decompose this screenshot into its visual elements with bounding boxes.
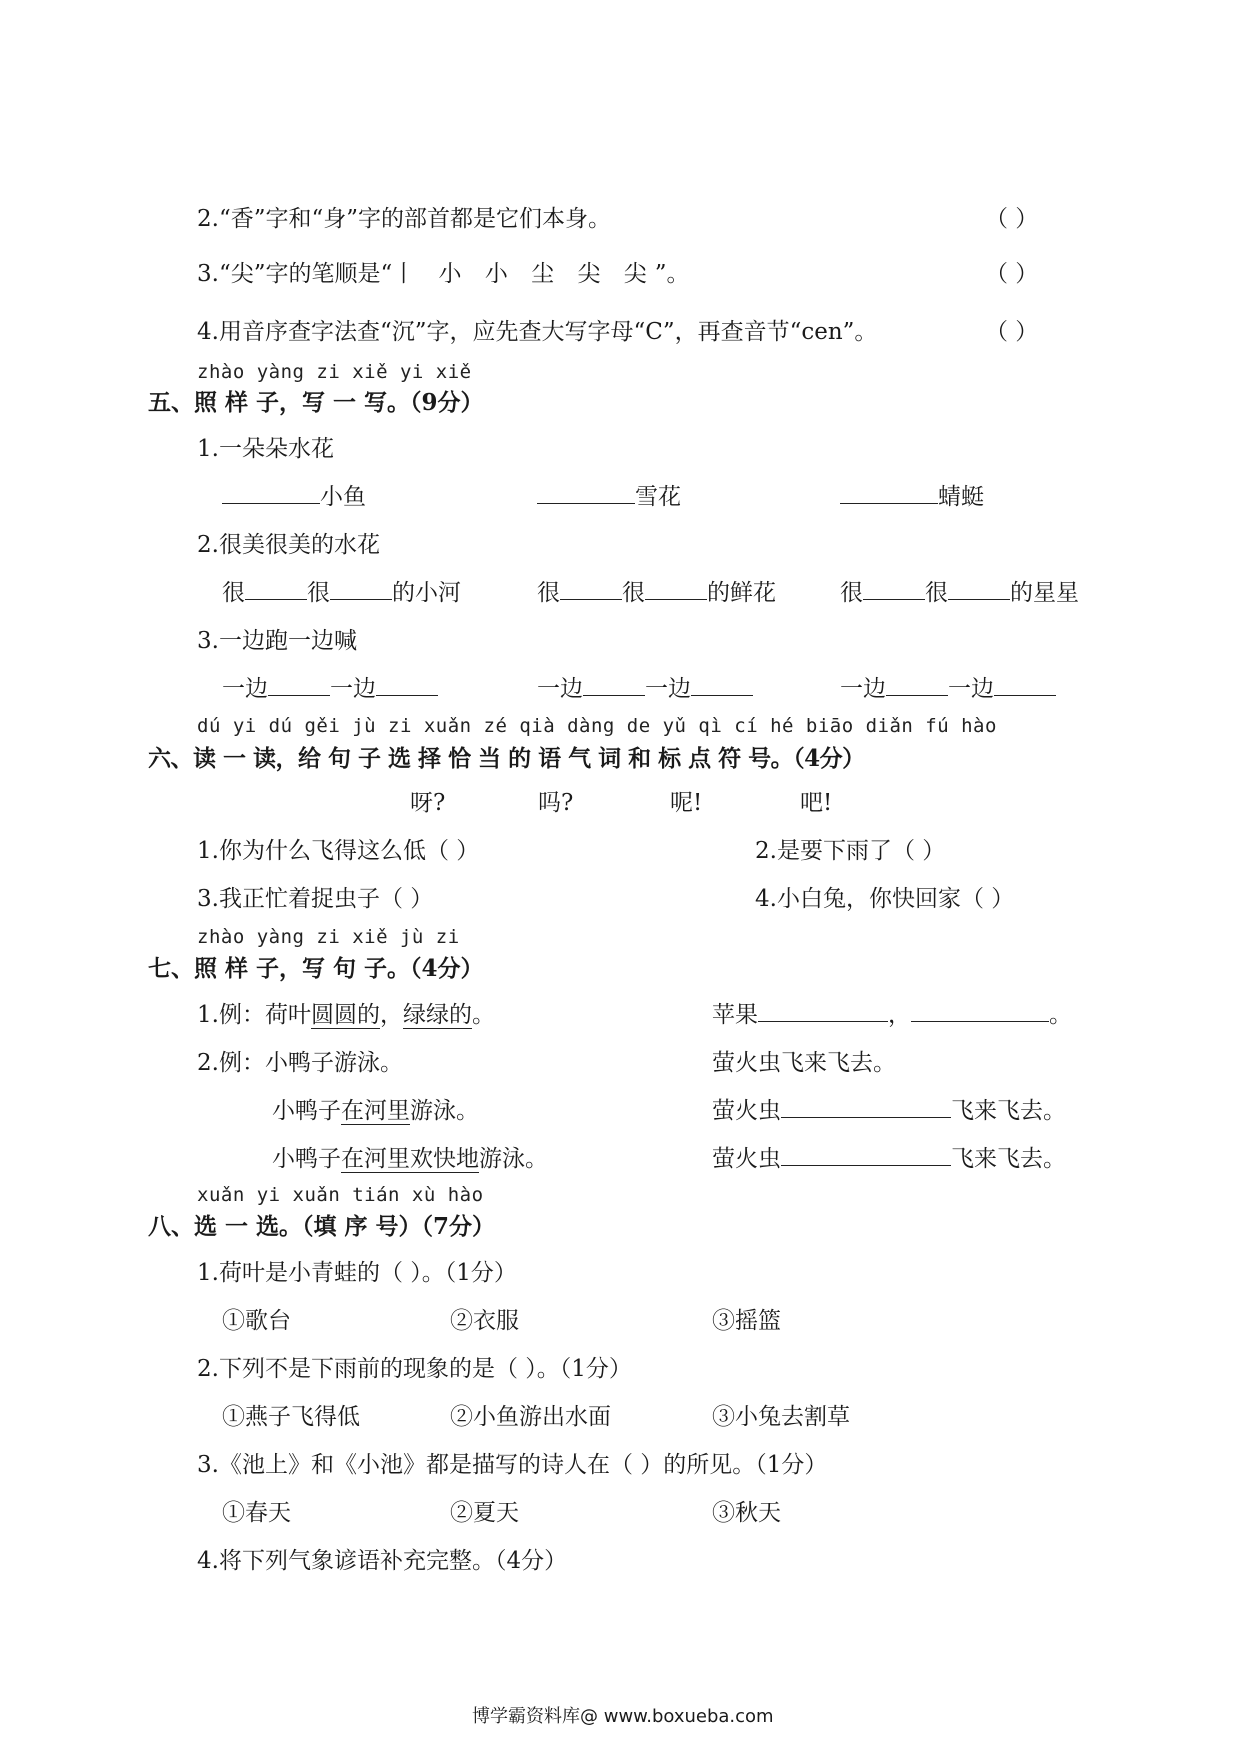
q7-2-answer-a: 萤火虫飞来飞去。 <box>712 1050 896 1076</box>
blank[interactable] <box>781 1097 951 1118</box>
blank[interactable] <box>994 675 1056 696</box>
stroke-order-sequence: 丨 小 小 尘 尖 尖 <box>392 261 655 287</box>
q5-2-item-3 <box>840 574 1079 607</box>
section7-title: 七、照 样 子，写 句 子。（4分） <box>148 955 484 982</box>
section8-title: 八、选 一 选。（填 序 号）（7分） <box>148 1213 496 1240</box>
section5-pinyin: zhào yàng zi xiě yi xiě <box>197 361 472 383</box>
period: 。 <box>1049 1002 1072 1028</box>
predicate: 飞来飞去。 <box>951 1146 1066 1172</box>
option-ba: 吧! <box>800 790 833 816</box>
hen-char: 很 <box>222 580 245 606</box>
underlined-word: 绿绿的 <box>402 1002 472 1028</box>
q5-2-item-1 <box>222 574 461 607</box>
q8-3-option-3[interactable]: ③秋天 <box>712 1500 781 1526</box>
q6-4: 4.小白兔，你快回家（ ） <box>755 886 1015 912</box>
q5-3-item-2 <box>537 670 753 703</box>
q7-1-example <box>197 996 495 1029</box>
blank[interactable] <box>948 579 1010 600</box>
q6-1: 1.你为什么飞得这么低（ ） <box>197 838 480 864</box>
yibian-word: 一边 <box>948 676 994 702</box>
section6-pinyin: dú yi dú gěi jù zi xuǎn zé qià dàng de yǔ qì cí hé biāo diǎn fú hào <box>197 715 997 737</box>
comma: ， <box>888 1002 911 1028</box>
q8-2: 2.下列不是下雨前的现象的是（ ）。（1分） <box>197 1356 632 1382</box>
q4-3-text <box>197 255 690 288</box>
blank[interactable] <box>583 675 645 696</box>
q7-2-answer-b <box>712 1092 1066 1125</box>
predicate: 飞来飞去。 <box>951 1098 1066 1124</box>
q4-4-text: 4.用音序查字法查“沉”字，应先查大写字母“C”，再查音节“cen”。 <box>197 319 878 345</box>
q5-3-item-1 <box>222 670 438 703</box>
q7-2-example-a: 2.例：小鸭子游泳。 <box>197 1050 403 1076</box>
q7-2-example-c <box>272 1140 548 1173</box>
q5-1-item-2-text: 雪花 <box>635 484 681 510</box>
comma: ， <box>379 1002 403 1028</box>
q7-2-example-b <box>272 1092 479 1125</box>
option-ya: 呀? <box>410 790 446 816</box>
q4-2-text: 2.“香”字和“身”字的部首都是它们本身。 <box>197 206 611 232</box>
predicate: 游泳。 <box>479 1146 548 1172</box>
blank[interactable] <box>330 579 392 600</box>
yibian-word: 一边 <box>222 676 268 702</box>
blank[interactable] <box>781 1145 951 1166</box>
q4-2-answer-paren[interactable]: （ ） <box>985 206 1039 232</box>
blank[interactable] <box>911 1001 1049 1022</box>
q7-1-prefix: 1.例：荷叶 <box>197 1002 311 1028</box>
q8-4: 4.将下列气象谚语补充完整。（4分） <box>197 1548 568 1574</box>
subject: 小鸭子 <box>272 1098 341 1124</box>
option-ne: 呢! <box>670 790 703 816</box>
blank[interactable] <box>691 675 753 696</box>
section8-pinyin: xuǎn yi xuǎn tián xù hào <box>197 1184 484 1206</box>
period: 。 <box>471 1002 495 1028</box>
hen-char: 很 <box>840 580 863 606</box>
hen-char: 很 <box>537 580 560 606</box>
q6-3: 3.我正忙着捉虫子（ ） <box>197 886 434 912</box>
q5-1-example: 1.一朵朵水花 <box>197 436 334 462</box>
q7-2-answer-c <box>712 1140 1066 1173</box>
underlined-word: 在河里欢快地 <box>341 1146 479 1172</box>
section6-title: 六、读 一 读，给 句 子 选 择 恰 当 的 语 气 词 和 标 点 符 号。（4分） <box>148 745 865 772</box>
q8-1-option-2[interactable]: ②衣服 <box>450 1308 519 1334</box>
hen-char: 很 <box>307 580 330 606</box>
subject: 小鸭子 <box>272 1146 341 1172</box>
footer-watermark: 博学霸资料库@ www.boxueba.com <box>472 1706 774 1727</box>
hen-char: 很 <box>925 580 948 606</box>
q5-2-example: 2.很美很美的水花 <box>197 532 380 558</box>
q4-3-answer-paren[interactable]: （ ） <box>985 261 1039 287</box>
blank[interactable] <box>758 1001 888 1022</box>
q8-1-option-3[interactable]: ③摇篮 <box>712 1308 781 1334</box>
q6-2: 2.是要下雨了（ ） <box>755 838 946 864</box>
q5-2-item-2-text: 的鲜花 <box>707 580 776 606</box>
q8-2-option-1[interactable]: ①燕子飞得低 <box>222 1404 360 1430</box>
q8-3-option-1[interactable]: ①春天 <box>222 1500 291 1526</box>
blank[interactable] <box>268 675 330 696</box>
yibian-word: 一边 <box>537 676 583 702</box>
subject: 萤火虫 <box>712 1098 781 1124</box>
q8-1-option-1[interactable]: ①歌台 <box>222 1308 291 1334</box>
option-ma: 吗? <box>538 790 574 816</box>
q8-3: 3.《池上》和《小池》都是描写的诗人在（ ）的所见。（1分） <box>197 1452 828 1478</box>
yibian-word: 一边 <box>840 676 886 702</box>
q8-1: 1.荷叶是小青蛙的（ ）。（1分） <box>197 1260 517 1286</box>
q5-1-item-1 <box>222 478 366 511</box>
q5-1-item-3-text: 蜻蜓 <box>938 484 984 510</box>
q5-1-item-2 <box>537 478 681 511</box>
q8-2-option-3[interactable]: ③小兔去割草 <box>712 1404 850 1430</box>
q5-2-item-3-text: 的星星 <box>1010 580 1079 606</box>
section7-pinyin: zhào yàng zi xiě jù zi <box>197 926 460 948</box>
q5-2-item-1-text: 的小河 <box>392 580 461 606</box>
q5-1-item-1-text: 小鱼 <box>320 484 366 510</box>
hen-char: 很 <box>622 580 645 606</box>
yibian-word: 一边 <box>330 676 376 702</box>
q8-2-option-2[interactable]: ②小鱼游出水面 <box>450 1404 611 1430</box>
q4-4-answer-paren[interactable]: （ ） <box>985 319 1039 345</box>
underlined-word: 在河里 <box>341 1098 410 1124</box>
q5-1-item-3 <box>840 478 984 511</box>
blank[interactable] <box>560 579 622 600</box>
q7-1-answer <box>712 996 1072 1029</box>
blank[interactable] <box>645 579 707 600</box>
q5-2-item-2 <box>537 574 776 607</box>
blank[interactable] <box>222 483 320 504</box>
predicate: 游泳。 <box>410 1098 479 1124</box>
blank[interactable] <box>376 675 438 696</box>
blank[interactable] <box>886 675 948 696</box>
q7-1-answer-prefix: 苹果 <box>712 1002 758 1028</box>
q5-3-example: 3.一边跑一边喊 <box>197 628 357 654</box>
q4-3-suffix: ”。 <box>654 261 690 287</box>
blank[interactable] <box>537 483 635 504</box>
yibian-word: 一边 <box>645 676 691 702</box>
subject: 萤火虫 <box>712 1146 781 1172</box>
q4-3-prefix: 3.“尖”字的笔顺是“ <box>197 261 393 287</box>
q8-3-option-2[interactable]: ②夏天 <box>450 1500 519 1526</box>
section5-title: 五、照 样 子，写 一 写。（9分） <box>148 389 484 416</box>
q5-3-item-3 <box>840 670 1056 703</box>
underlined-word: 圆圆的 <box>310 1002 380 1028</box>
blank[interactable] <box>245 579 307 600</box>
blank[interactable] <box>840 483 938 504</box>
blank[interactable] <box>863 579 925 600</box>
